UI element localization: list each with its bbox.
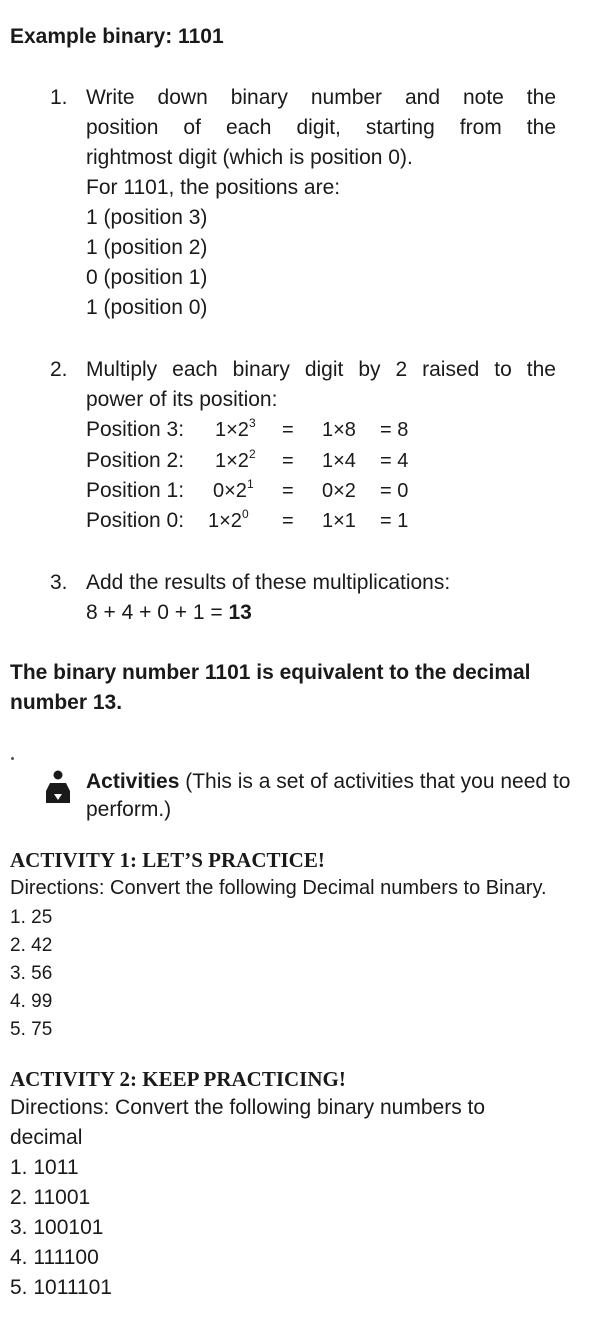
step-1-line-2: position of each digit, starting from the	[86, 116, 556, 139]
power-row-term: $0\times 2^1$	[213, 477, 254, 502]
activity-person-icon	[40, 769, 76, 805]
power-row-result: = 1	[380, 510, 409, 532]
power-row-equals: =	[282, 450, 294, 472]
activities-label: Activities	[86, 770, 180, 793]
power-row-product: 1×4	[322, 450, 356, 472]
power-row-label: Position 1:	[86, 479, 185, 502]
power-row-term: $1\times 2^0$	[208, 507, 249, 532]
step-3-number: 3.	[50, 571, 68, 594]
power-row-equals: =	[282, 419, 294, 441]
position-item: 0 (position 1)	[86, 266, 208, 289]
step-1-line-3: rightmost digit (which is position 0).	[86, 146, 413, 169]
step-3-line-1: Add the results of these multiplications:	[86, 571, 451, 594]
activity-1-heading: ACTIVITY 1: LET’S PRACTICE!	[10, 848, 325, 872]
activity-2-directions-2: decimal	[10, 1126, 83, 1149]
power-row-product: 1×1	[322, 510, 356, 532]
power-row-label: Position 3:	[86, 418, 185, 441]
sum-expression: 8 + 4 + 0 + 1 = 13	[86, 601, 252, 624]
activity-2-heading: ACTIVITY 2: KEEP PRACTICING!	[10, 1067, 346, 1091]
step-1-line-4: For 1101, the positions are:	[86, 176, 341, 199]
power-row-result: = 8	[380, 419, 409, 441]
power-row-term: $1\times 2^2$	[215, 447, 256, 472]
position-item: 1 (position 2)	[86, 236, 208, 259]
power-row-label: Position 0:	[86, 509, 185, 532]
stray-mark	[11, 757, 14, 760]
activity-1-item: 5. 75	[10, 1019, 53, 1040]
step-1-number: 1.	[50, 86, 68, 109]
step-1-line-1: Write down binary number and note the	[86, 86, 556, 109]
activity-2-item: 1. 1011	[10, 1156, 79, 1179]
power-row-product: 1×8	[322, 419, 356, 441]
power-row-label: Position 2:	[86, 449, 185, 472]
activity-2-item: 5. 1011101	[10, 1276, 112, 1299]
step-2-number: 2.	[50, 358, 68, 381]
power-row-result: = 0	[380, 480, 409, 502]
power-row-equals: =	[282, 510, 294, 532]
conclusion-line-2: number 13.	[10, 691, 123, 714]
activity-1-item: 3. 56	[10, 963, 53, 984]
activity-1-item: 4. 99	[10, 991, 53, 1012]
step-2-line-1: Multiply each binary digit by 2 raised to the	[86, 358, 556, 381]
activity-1-item: 1. 25	[10, 907, 53, 928]
position-item: 1 (position 3)	[86, 206, 208, 229]
activity-2-item: 3. 100101	[10, 1216, 104, 1239]
power-row-equals: =	[282, 480, 294, 502]
activities-line-1: Activities (This is a set of activities that you need to	[86, 770, 571, 793]
position-item: 1 (position 0)	[86, 296, 208, 319]
sum-total: 13	[228, 601, 252, 624]
activities-line-2: perform.)	[86, 798, 172, 821]
step-2-line-2: power of its position:	[86, 388, 278, 411]
activity-1-directions: Directions: Convert the following Decimal numbers to Binary.	[10, 877, 547, 899]
activity-2-item: 4. 111100	[10, 1246, 99, 1269]
activity-2-directions-1: Directions: Convert the following binary numbers to	[10, 1096, 486, 1119]
power-row-product: 0×2	[322, 480, 356, 502]
activity-2-item: 2. 11001	[10, 1186, 91, 1209]
activity-1-item: 2. 42	[10, 935, 53, 956]
page-title: Example binary: 1101	[10, 25, 224, 48]
conclusion-line-1: The binary number 1101 is equivalent to the decimal	[10, 661, 531, 684]
power-row-term: $1\times 2^3$	[215, 416, 256, 441]
power-row-result: = 4	[380, 450, 409, 472]
